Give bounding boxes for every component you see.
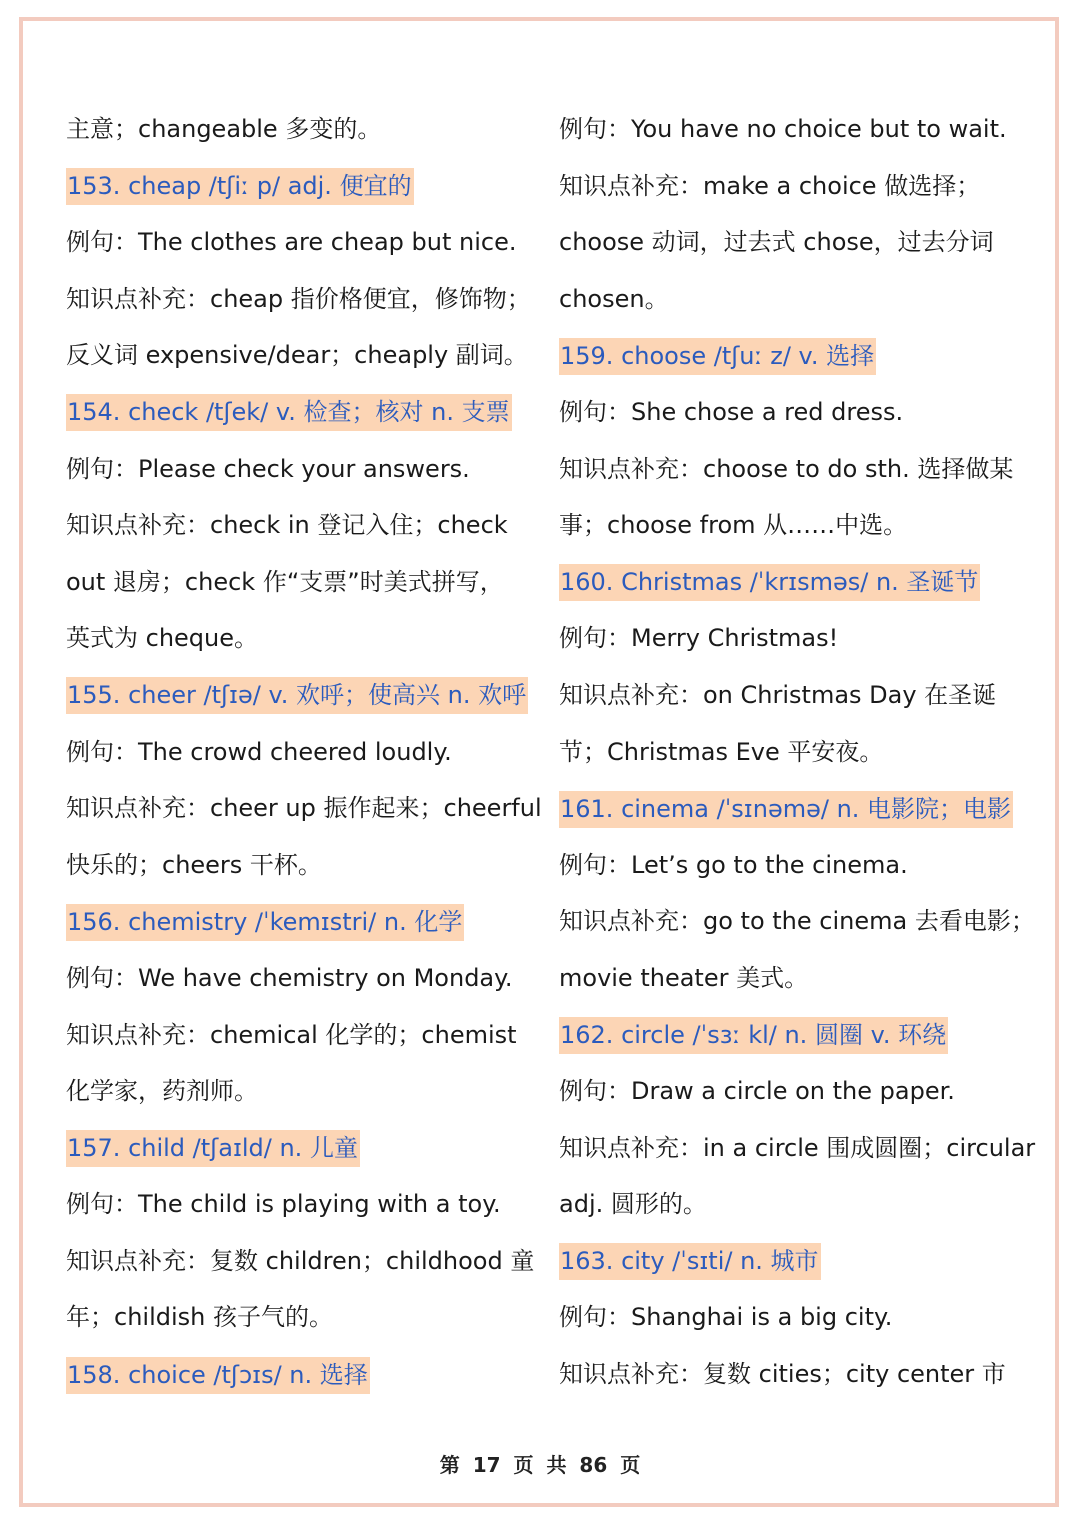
note-line: out 退房；check 作“支票”时美式拼写， [66,567,504,596]
note-line: 知识点补充：in a circle 围成圆圈；circular [559,1133,1036,1162]
entry-heading: 156. chemistry /ˈkemɪstri/ n. 化学 [66,893,526,950]
note-line: 知识点补充：chemical 化学的；chemist [66,1020,517,1049]
note-line: movie theater 美式。 [559,963,809,992]
note-line: 英式为 cheque。 [66,624,259,653]
note-line: 反义词 expensive/dear；cheaply 副词。 [66,341,528,370]
entry-heading: 159. choose /tʃuː z/ v. 选择 [559,327,1017,384]
note-line: 知识点补充：复数 cities；city center 市 [559,1360,1006,1389]
example-line: 例句：The crowd cheered loudly. [66,737,452,766]
entry-heading: 160. Christmas /ˈkrɪsməs/ n. 圣诞节 [559,554,1017,611]
entry-heading: 153. cheap /tʃiː p/ adj. 便宜的 [66,158,526,215]
entry-heading: 155. cheer /tʃɪə/ v. 欢呼；使高兴 n. 欢呼 [66,667,526,724]
example-line: 例句：Merry Christmas! [559,624,839,653]
right-column [559,101,1036,1403]
entry-heading: 162. circle /ˈsɜː kl/ n. 圆圈 v. 环绕 [559,1007,1017,1064]
example-line: 例句：The child is playing with a toy. [66,1190,501,1219]
note-line: 知识点补充：on Christmas Day 在圣诞 [559,680,997,709]
note-line: 知识点补充：choose to do sth. 选择做某 [559,454,1014,483]
note-line: choose 动词，过去式 chose，过去分词 [559,228,994,257]
note-line: adj. 圆形的。 [559,1190,707,1219]
example-line: 例句：She chose a red dress. [559,397,904,426]
entry-heading: 158. choice /tʃɔɪs/ n. 选择 [66,1346,526,1403]
example-line: 例句：Draw a circle on the paper. [559,1077,955,1106]
entry-heading: 157. child /tʃaɪld/ n. 儿童 [66,1120,526,1177]
note-line: 知识点补充：复数 children；childhood 童 [66,1246,535,1275]
note-line: 化学家，药剂师。 [66,1077,258,1106]
note-line: 知识点补充：cheer up 振作起来；cheerful [66,794,542,823]
entry-heading: 163. city /ˈsɪti/ n. 城市 [559,1233,1017,1290]
example-line: 例句：You have no choice but to wait. [559,115,1007,143]
example-line: 例句：The clothes are cheap but nice. [66,228,517,257]
note-line: 事；choose from 从……中选。 [559,511,908,540]
page-number-footer: 第 17 页 共 86 页 [439,1453,641,1477]
note-line: 知识点补充：go to the cinema 去看电影； [559,907,1035,936]
note-line: 知识点补充：check in 登记入住；check [66,511,508,540]
example-line: 例句：Shanghai is a big city. [559,1303,893,1332]
note-line: 知识点补充：make a choice 做选择； [559,171,981,200]
example-line: 例句：Let’s go to the cinema. [559,850,908,879]
note-line: chosen。 [559,284,669,313]
note-line: 节；Christmas Eve 平安夜。 [559,737,884,766]
left-column [66,101,542,1403]
example-line: 例句：Please check your answers. [66,454,470,483]
note-line: 快乐的；cheers 干杯。 [66,850,322,879]
note-line: 知识点补充：cheap 指价格便宜，修饰物； [66,284,531,313]
text-line: 主意；changeable 多变的。 [66,115,382,143]
entry-heading: 161. cinema /ˈsɪnəmə/ n. 电影院；电影 [559,780,1017,837]
example-line: 例句：We have chemistry on Monday. [66,963,513,992]
entry-heading: 154. check /tʃek/ v. 检查；核对 n. 支票 [66,384,526,441]
note-line: 年；childish 孩子气的。 [66,1303,333,1332]
